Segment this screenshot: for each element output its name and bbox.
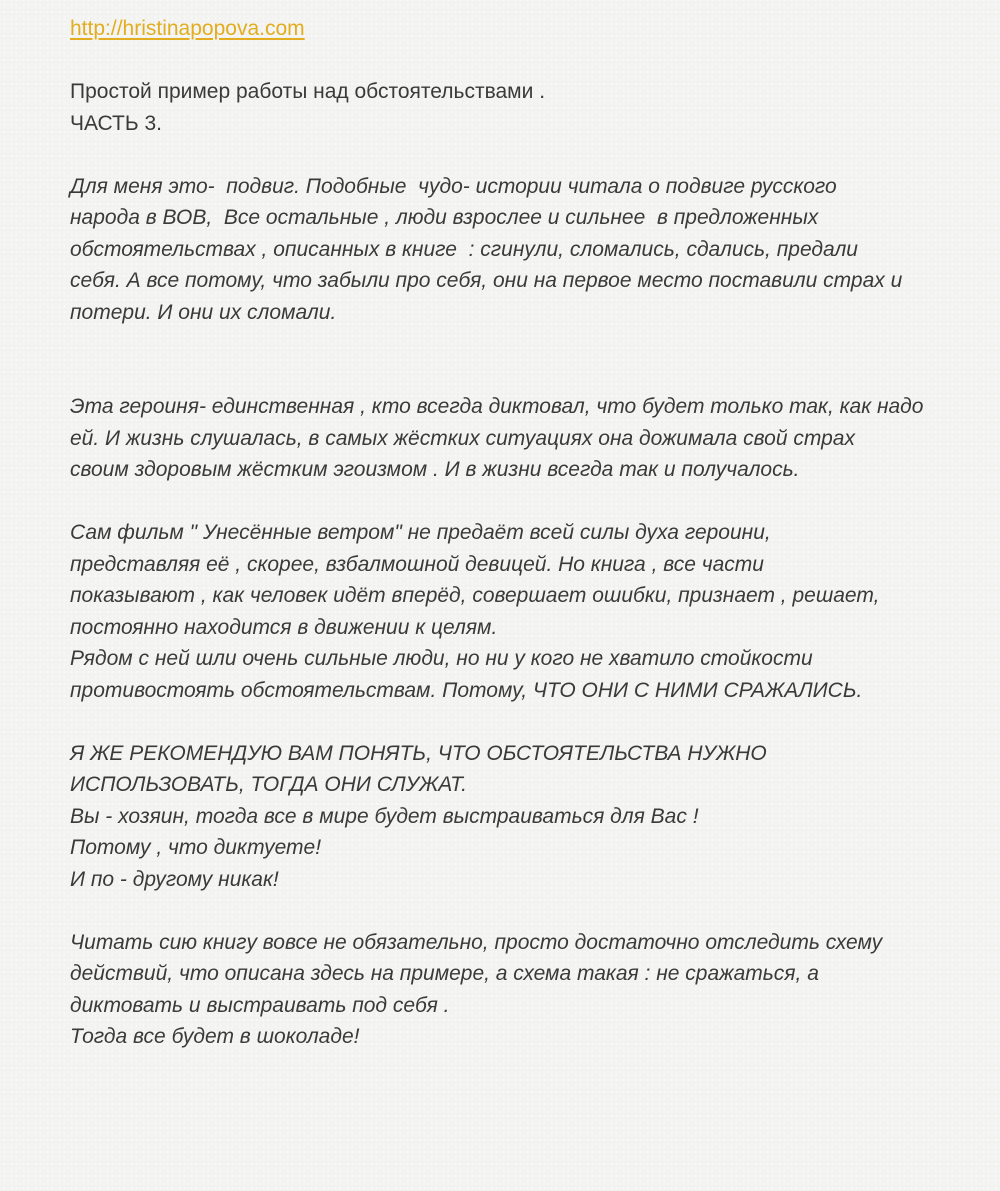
paragraph-line: показывают , как человек идёт вперёд, совершает ошибки, признает , решает, xyxy=(70,584,880,607)
paragraph-line: Я ЖЕ РЕКОМЕНДУЮ ВАМ ПОНЯТЬ, ЧТО ОБСТОЯТЕЛЬСТВА НУЖНО xyxy=(70,741,767,765)
paragraph-line: народа в ВОВ, Все остальные , люди взрослее и сильнее в предложенных xyxy=(70,206,819,229)
paragraph-line: Эта героиня- единственная , кто всегда диктовал, что будет только так, как надо xyxy=(70,395,924,418)
heading-block xyxy=(70,76,950,139)
paragraph-line: Рядом с ней шли очень сильные люди, но ни у кого не хватило стойкости xyxy=(70,647,813,670)
paragraph-2 xyxy=(70,391,950,486)
paragraph-line: ИСПОЛЬЗОВАТЬ, ТОГДА ОНИ СЛУЖАТ. xyxy=(70,773,467,796)
heading-title: Простой пример работы над обстоятельствами . xyxy=(70,80,546,103)
spacer xyxy=(70,706,950,738)
paragraph-line: своим здоровым жёстким эгоизмом . И в жизни всегда так и получалось. xyxy=(70,458,800,481)
paragraph-line: действий, что описана здесь на примере, а схема такая : не сражаться, а xyxy=(70,962,819,985)
paragraph-1 xyxy=(70,171,950,329)
paragraph-line: Тогда все будет в шоколаде! xyxy=(70,1025,360,1048)
website-link-text[interactable]: http://hristinapopova.com xyxy=(70,17,305,40)
paragraph-4 xyxy=(70,738,950,896)
website-link[interactable] xyxy=(70,13,950,45)
paragraph-line: Вы - хозяин, тогда все в мире будет выстраиваться для Вас ! xyxy=(70,804,699,828)
paragraph-line: себя. А все потому, что забыли про себя, они на первое место поставили страх и xyxy=(70,269,903,292)
spacer xyxy=(70,139,950,171)
paragraph-3 xyxy=(70,517,950,706)
paragraph-line: Читать сию книгу вовсе не обязательно, просто достаточно отследить схему xyxy=(70,930,883,954)
paragraph-line: противостоять обстоятельствам. Потому, ЧТО ОНИ С НИМИ СРАЖАЛИСЬ. xyxy=(70,678,863,702)
paragraph-line: обстоятельствах , описанных в книге : сгинули, сломались, сдались, предали xyxy=(70,237,858,261)
paragraph-line: потери. И они их сломали. xyxy=(70,300,337,324)
paragraph-line: Сам фильм " Унесённые ветром" не предаёт всей силы духа героини, xyxy=(70,521,771,544)
spacer xyxy=(70,895,950,927)
paragraph-line: Потому , что диктуете! xyxy=(70,836,322,859)
note-page xyxy=(70,13,950,1053)
paragraph-line: постоянно находится в движении к целям. xyxy=(70,615,498,639)
spacer xyxy=(70,45,950,77)
paragraph-line: диктовать и выстраивать под себя . xyxy=(70,993,450,1017)
paragraph-line: ей. И жизнь слушалась, в самых жёстких ситуациях она дожимала свой страх xyxy=(70,426,855,450)
paragraph-line: Для меня это- подвиг. Подобные чудо- истории читала о подвиге русского xyxy=(70,174,837,198)
heading-part: ЧАСТЬ 3. xyxy=(70,111,162,135)
paragraph-5 xyxy=(70,927,950,1053)
paragraph-line: И по - другому никак! xyxy=(70,867,279,891)
spacer xyxy=(70,328,950,391)
paragraph-line: представляя её , скорее, взбалмошной девицей. Но книга , все части xyxy=(70,552,764,576)
spacer xyxy=(70,486,950,518)
